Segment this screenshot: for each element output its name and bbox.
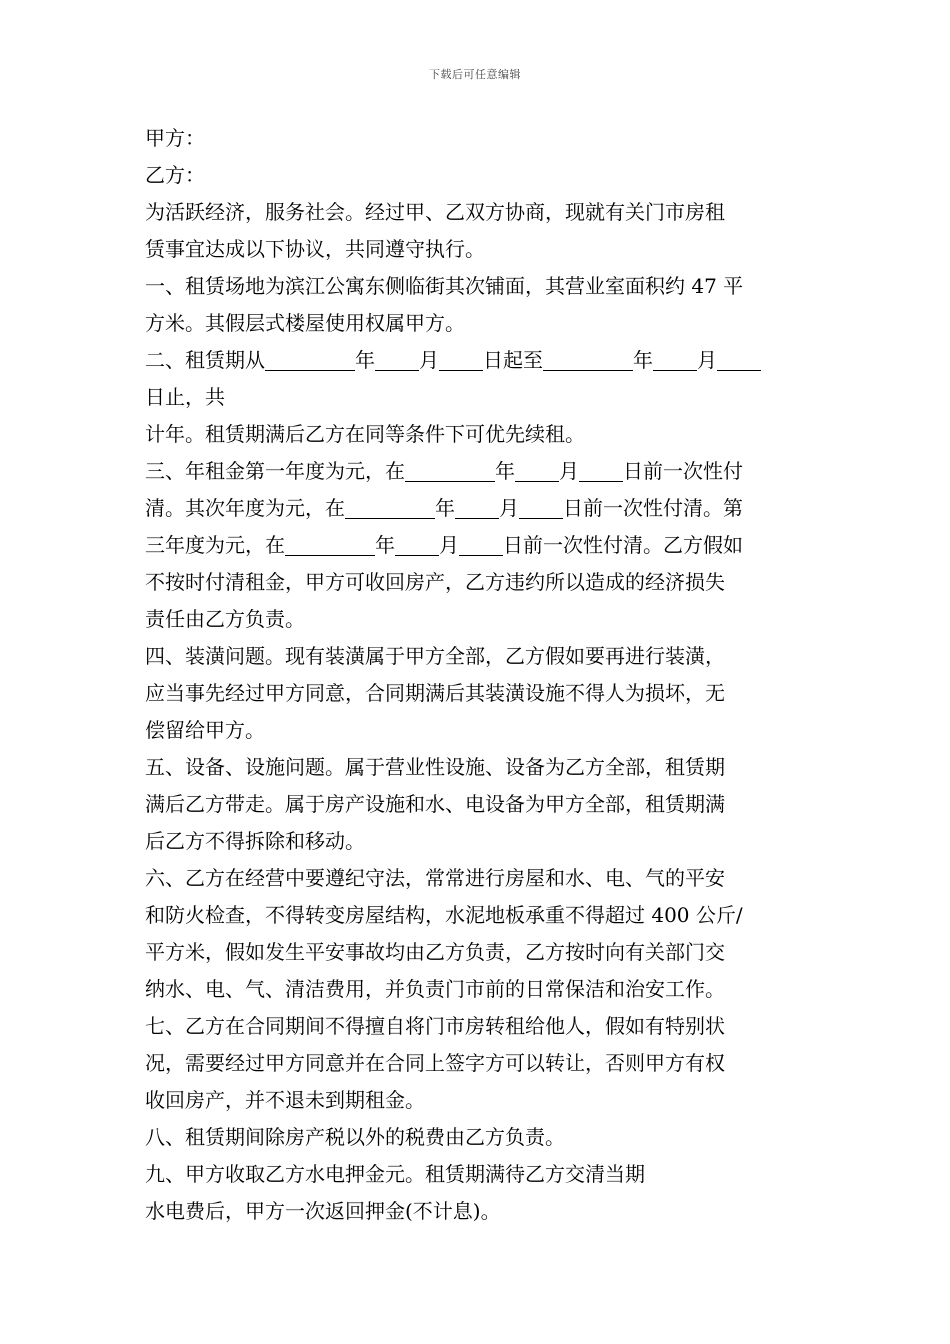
text-segment: 二、租赁期从 [145, 348, 265, 372]
text-line: 计年。租赁期满后乙方在同等条件下可优先续租。 [145, 422, 585, 446]
text-segment: 日前一次性付清。乙方假如 [503, 533, 743, 557]
text-segment: 三、年租金第一年度为元，在 [145, 459, 405, 483]
text-line: 一、租赁场地为滨江公寓东侧临街其次铺面，其营业室面积约 47 平 [145, 274, 744, 298]
party-a-line: 甲方： [145, 126, 205, 150]
text-line: 偿留给甲方。 [145, 718, 265, 742]
text-segment: 月 [697, 348, 717, 372]
text-line: 满后乙方带走。属于房产设施和水、电设备为甲方全部，租赁期满 [145, 792, 725, 816]
text-line: 后乙方不得拆除和移动。 [145, 829, 365, 853]
text-segment: 年 [355, 348, 375, 372]
fill-blank [515, 459, 559, 482]
text-line: 八、租赁期间除房产税以外的税费由乙方负责。 [145, 1125, 565, 1149]
text-segment: 三年度为元，在 [145, 533, 285, 557]
text-segment: 月 [419, 348, 439, 372]
text-line: 况，需要经过甲方同意并在合同上签字方可以转让，否则甲方有权 [145, 1051, 725, 1075]
fill-blank [653, 348, 697, 371]
rent-line [145, 527, 813, 564]
text-line: 和防火检查，不得转变房屋结构，水泥地板承重不得超过 400 公斤/ [145, 903, 743, 927]
fill-blank [345, 496, 435, 519]
text-line: 赁事宜达成以下协议，共同遵守执行。 [145, 237, 485, 261]
text-line: 平方米，假如发生平安事故均由乙方负责，乙方按时向有关部门交 [145, 940, 725, 964]
text-line: 责任由乙方负责。 [145, 607, 305, 631]
text-line: 水电费后，甲方一次返回押金(不计息)。 [145, 1199, 501, 1223]
text-line: 应当事先经过甲方同意，合同期满后其装潢设施不得人为损坏，无 [145, 681, 725, 705]
text-line: 九、甲方收取乙方水电押金元。租赁期满待乙方交清当期 [145, 1162, 645, 1186]
fill-blank [265, 348, 355, 371]
text-segment: 月 [439, 533, 459, 557]
fill-blank [459, 533, 503, 556]
fill-blank [285, 533, 375, 556]
text-segment: 年 [633, 348, 653, 372]
text-segment: 月 [559, 459, 579, 483]
page-header: 下载后可任意编辑 [429, 68, 521, 81]
text-segment: 年 [495, 459, 515, 483]
rent-line [145, 490, 813, 527]
fill-blank [543, 348, 633, 371]
fill-blank [519, 496, 563, 519]
text-line: 为活跃经济，服务社会。经过甲、乙双方协商，现就有关门市房租 [145, 200, 725, 224]
text-line: 收回房产，并不退未到期租金。 [145, 1088, 425, 1112]
text-line: 方米。其假层式楼屋使用权属甲方。 [145, 311, 465, 335]
fill-blank [717, 348, 761, 371]
text-line: 四、装潢问题。现有装潢属于甲方全部，乙方假如要再进行装潢， [145, 644, 725, 668]
text-line: 不按时付清租金，甲方可收回房产，乙方违约所以造成的经济损失 [145, 570, 725, 594]
text-line: 日止，共 [145, 385, 225, 409]
fill-blank [375, 348, 419, 371]
fill-blank [439, 348, 483, 371]
fill-blank [455, 496, 499, 519]
fill-blank [395, 533, 439, 556]
text-segment: 年 [375, 533, 395, 557]
party-b-line: 乙方： [145, 163, 205, 187]
text-segment: 月 [499, 496, 519, 520]
text-line: 五、设备、设施问题。属于营业性设施、设备为乙方全部，租赁期 [145, 755, 725, 779]
text-line: 六、乙方在经营中要遵纪守法，常常进行房屋和水、电、气的平安 [145, 866, 725, 890]
text-segment: 日前一次性付清。第 [563, 496, 743, 520]
text-segment: 日起至 [483, 348, 543, 372]
text-segment: 日前一次性付 [623, 459, 743, 483]
text-line: 纳水、电、气、清洁费用，并负责门市前的日常保洁和治安工作。 [145, 977, 725, 1001]
fill-blank [405, 459, 495, 482]
text-segment: 年 [435, 496, 455, 520]
rent-line [145, 453, 813, 490]
text-line: 七、乙方在合同期间不得擅自将门市房转租给他人，假如有特别状 [145, 1014, 725, 1038]
contract-body [145, 120, 813, 1230]
fill-blank [579, 459, 623, 482]
lease-term-line [145, 342, 813, 379]
text-segment: 清。其次年度为元，在 [145, 496, 345, 520]
